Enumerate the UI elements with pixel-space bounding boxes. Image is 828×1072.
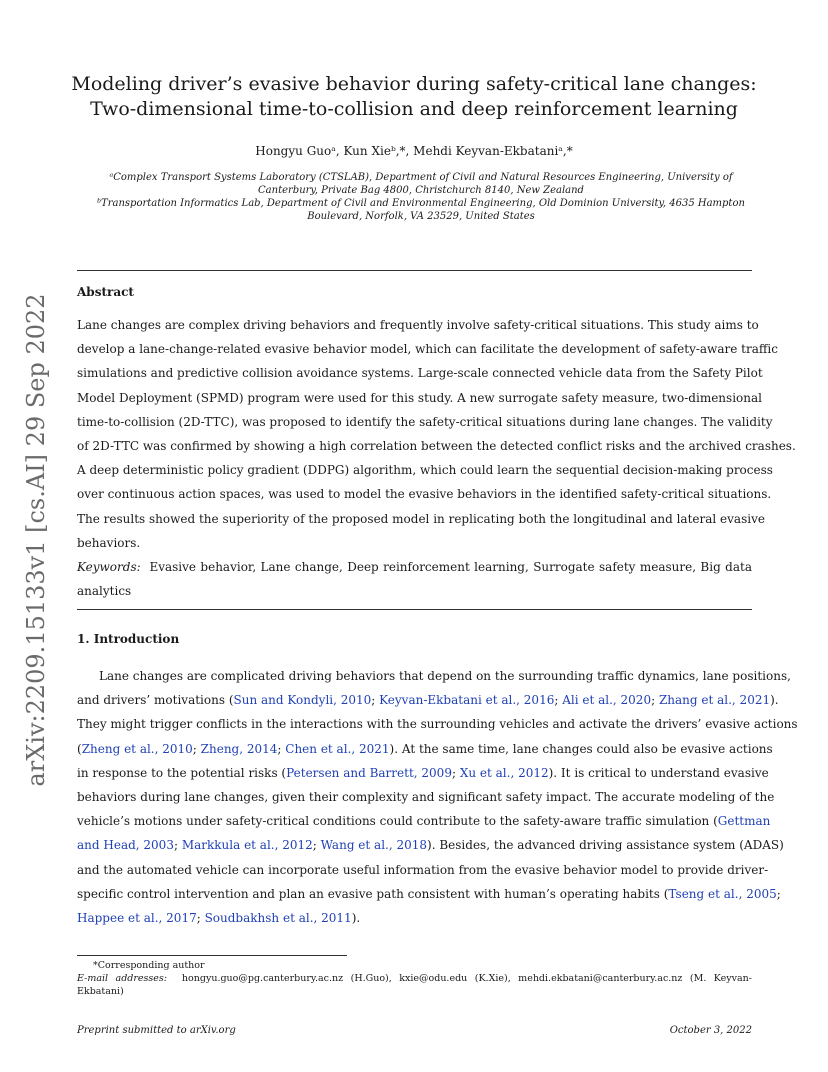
preprint-note: Preprint submitted to arXiv.org xyxy=(77,1025,236,1036)
abstract-line: Model Deployment (SPMD) program were used for this study. A new surrogate safety measure, two-dimensional xyxy=(77,390,762,405)
citation-link[interactable]: Sun and Kondyli, 2010 xyxy=(233,693,372,708)
citation-link[interactable]: Markkula et al., 2012 xyxy=(181,838,313,853)
citation-link[interactable]: Zheng, 2014 xyxy=(200,741,278,756)
intro-line: behaviors during lane changes, given their complexity and significant safety impact. The accurate modeling of the xyxy=(77,790,775,805)
abstract-line: over continuous action spaces, was used to model the evasive behaviors in the identified safety-critical situations. xyxy=(77,487,772,502)
citation-link[interactable]: and Head, 2003 xyxy=(77,838,174,853)
affiliation-b-line-2: Boulevard, Norfolk, VA 23529, United States xyxy=(307,211,535,222)
author-list: Hongyu Guoᵃ, Kun Xieᵇ,*, Mehdi Keyvan-Ekbataniᵃ,* xyxy=(255,144,573,158)
citation-link[interactable]: Gettman xyxy=(717,814,771,829)
keywords-label: Keywords: xyxy=(77,560,141,575)
intro-line: vehicle’s motions under safety-critical conditions could contribute to the safety-aware traffic simulation (Gettman xyxy=(77,814,771,829)
citation-link[interactable]: Xu et al., 2012 xyxy=(459,765,549,780)
intro-line: specific control intervention and plan an evasive path consistent with human’s operating habits (Tseng et al., 2005; xyxy=(77,886,781,901)
intro-line: and drivers’ motivations (Sun and Kondyli, 2010; Keyvan-Ekbatani et al., 2016; Ali et al., 2020; Zhang et al., 2021). xyxy=(77,693,779,708)
email-addresses: E-mail addresses: hongyu.guo@pg.canterbury.ac.nz (H.Guo), kxie@odu.edu (K.Xie), mehdi.ekbatani@canterbury.ac.nz (M. Keyvan- xyxy=(77,973,752,984)
abstract-line: time-to-collision (2D-TTC), was proposed to identify the safety-critical situations during lane changes. The validity xyxy=(77,414,773,429)
abstract-line: A deep deterministic policy gradient (DDPG) algorithm, which could learn the sequential decision-making process xyxy=(77,463,773,478)
abstract-heading: Abstract xyxy=(77,285,134,299)
corresponding-author-note: *Corresponding author xyxy=(93,960,205,971)
abstract-line: of 2D-TTC was confirmed by showing a high correlation between the detected conflict risks and the archived crashes. xyxy=(77,439,796,454)
title-line-1: Modeling driver’s evasive behavior during safety-critical lane changes: xyxy=(71,73,757,95)
intro-line: and the automated vehicle can incorporate useful information from the evasive behavior model to provide driver- xyxy=(77,862,769,877)
abstract-line: The results showed the superiority of the proposed model in replicating both the longitudinal and lateral evasive xyxy=(77,511,765,526)
keywords-line xyxy=(77,555,752,579)
email-addresses-cont: Ekbatani) xyxy=(77,986,124,997)
abstract-line: develop a lane-change-related evasive behavior model, which can facilitate the development of safety-aware traffic xyxy=(77,342,778,357)
citation-link[interactable]: Zhang et al., 2021 xyxy=(658,693,771,708)
top-divider xyxy=(77,270,752,271)
intro-line: They might trigger conflicts in the interactions with the surrounding vehicles and activate the drivers’ evasive actions xyxy=(77,717,798,732)
affiliation-a-line-2: Canterbury, Private Bag 4800, Christchurch 8140, New Zealand xyxy=(258,185,584,196)
abstract-body xyxy=(77,313,796,603)
intro-line: and Head, 2003; Markkula et al., 2012; Wang et al., 2018). Besides, the advanced driving assistance system (ADAS) xyxy=(77,838,784,853)
citation-link[interactable]: Wang et al., 2018 xyxy=(320,838,428,853)
intro-line: (Zheng et al., 2010; Zheng, 2014; Chen et al., 2021). At the same time, lane changes could also be evasive actions xyxy=(77,741,773,756)
intro-line: Happee et al., 2017; Soudbakhsh et al., 2011). xyxy=(77,911,361,926)
footnote-divider xyxy=(77,955,347,956)
citation-link[interactable]: Zheng et al., 2010 xyxy=(81,741,193,756)
abstract-divider xyxy=(77,609,752,610)
abstract-line: Lane changes are complex driving behaviors and frequently involve safety-critical situations. This study aims to xyxy=(77,318,759,332)
citation-link[interactable]: Tseng et al., 2005 xyxy=(668,886,777,901)
intro-line: Lane changes are complicated driving behaviors that depend on the surrounding traffic dynamics, lane positions, xyxy=(99,669,791,683)
affiliations xyxy=(88,171,754,223)
title-line-2: Two-dimensional time-to-collision and deep reinforcement learning xyxy=(90,98,738,120)
introduction-body xyxy=(77,664,798,930)
keywords-line-2: analytics xyxy=(77,584,132,599)
affiliation-b-line-1: ᵇTransportation Informatics Lab, Department of Civil and Environmental Engineering, Old Dominion University, 4635 Hampton xyxy=(97,198,745,209)
keywords-text: Evasive behavior, Lane change, Deep reinforcement learning, Surrogate safety measure, Big data xyxy=(149,560,752,575)
citation-link[interactable]: Soudbakhsh et al., 2011 xyxy=(204,911,352,926)
date-note: October 3, 2022 xyxy=(669,1025,752,1036)
paper-title xyxy=(0,72,828,122)
citation-link[interactable]: Petersen and Barrett, 2009 xyxy=(286,765,452,780)
arxiv-identifier-text: arXiv:2209.15133v1 [cs.AI] 29 Sep 2022 xyxy=(22,293,50,787)
affiliation-a-line-1: ᵃComplex Transport Systems Laboratory (CTSLAB), Department of Civil and Natural Resources Engineering, University of xyxy=(109,172,733,183)
abstract-line: behaviors. xyxy=(77,535,141,550)
section-heading-introduction: 1. Introduction xyxy=(77,632,180,646)
citation-link[interactable]: Chen et al., 2021 xyxy=(285,741,390,756)
citation-link[interactable]: Happee et al., 2017 xyxy=(77,911,197,926)
citation-link[interactable]: Keyvan-Ekbatani et al., 2016 xyxy=(379,693,555,708)
intro-line: in response to the potential risks (Petersen and Barrett, 2009; Xu et al., 2012). It is critical to understand evasive xyxy=(77,765,769,780)
citation-link[interactable]: Ali et al., 2020 xyxy=(562,693,652,708)
footnotes xyxy=(77,959,752,998)
abstract-line: simulations and predictive collision avoidance systems. Large-scale connected vehicle data from the Safety Pilot xyxy=(77,366,763,381)
